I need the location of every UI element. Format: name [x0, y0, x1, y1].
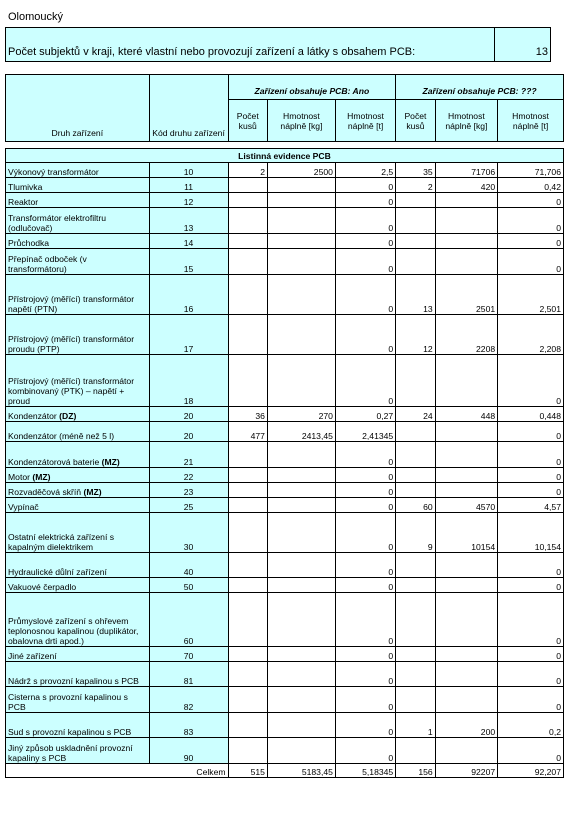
row-yes-pcs — [228, 208, 267, 234]
row-unknown-pcs — [396, 442, 435, 468]
row-unknown-pcs — [396, 483, 435, 498]
row-yes-t: 2,41345 — [335, 422, 395, 442]
total-unknown-t: 92,207 — [498, 764, 564, 778]
table-row — [6, 407, 564, 422]
row-code: 16 — [149, 275, 228, 315]
row-name-text: Průchodka — [8, 238, 50, 248]
row-yes-kg: 270 — [267, 407, 335, 422]
row-yes-kg — [267, 738, 335, 764]
row-unknown-kg — [435, 355, 497, 407]
row-yes-pcs — [228, 468, 267, 483]
row-yes-pcs — [228, 442, 267, 468]
total-unknown-pcs: 156 — [396, 764, 435, 778]
row-unknown-t: 0 — [498, 483, 564, 498]
row-unknown-t: 0 — [498, 249, 564, 275]
row-yes-kg — [267, 687, 335, 713]
row-name-text: Jiný způsob uskladnění provozní kapaliny s PCB — [8, 743, 133, 763]
row-unknown-t: 0 — [498, 234, 564, 249]
row-unknown-kg — [435, 483, 497, 498]
total-yes-kg: 5183,45 — [267, 764, 335, 778]
row-unknown-pcs: 12 — [396, 315, 435, 355]
row-yes-pcs — [228, 275, 267, 315]
row-unknown-t: 2,501 — [498, 275, 564, 315]
row-yes-t: 0 — [335, 513, 395, 553]
row-yes-pcs — [228, 193, 267, 208]
row-unknown-t: 0 — [498, 738, 564, 764]
row-name — [6, 234, 150, 249]
row-name — [6, 483, 150, 498]
row-yes-kg — [267, 178, 335, 193]
row-yes-kg — [267, 249, 335, 275]
row-unknown-kg — [435, 687, 497, 713]
row-code: 17 — [149, 315, 228, 355]
header-kod: Kód druhu zařízení — [149, 75, 228, 142]
header-druh: Druh zařízení — [6, 75, 150, 142]
row-name-text: Reaktor — [8, 197, 39, 207]
row-yes-t: 0 — [335, 713, 395, 738]
row-code: 18 — [149, 355, 228, 407]
row-code: 20 — [149, 407, 228, 422]
row-code: 21 — [149, 442, 228, 468]
row-unknown-pcs — [396, 208, 435, 234]
row-yes-t: 0 — [335, 483, 395, 498]
row-yes-t: 0 — [335, 498, 395, 513]
row-unknown-pcs — [396, 249, 435, 275]
row-yes-kg — [267, 355, 335, 407]
row-name-text: Jiné zařízení — [8, 651, 57, 661]
row-name — [6, 407, 150, 422]
row-name — [6, 315, 150, 355]
row-yes-t: 0 — [335, 275, 395, 315]
row-unknown-kg: 200 — [435, 713, 497, 738]
row-yes-kg — [267, 234, 335, 249]
row-name — [6, 713, 150, 738]
table-row — [6, 553, 564, 578]
row-yes-pcs — [228, 315, 267, 355]
table-row — [6, 687, 564, 713]
row-unknown-pcs — [396, 355, 435, 407]
table-row — [6, 355, 564, 407]
row-yes-kg — [267, 713, 335, 738]
row-unknown-t: 0 — [498, 422, 564, 442]
row-name-text: Nádrž s provozní kapalinou s PCB — [8, 676, 139, 686]
row-yes-kg: 2500 — [267, 163, 335, 178]
header-kg-unknown: Hmotnost náplně [kg] — [435, 100, 497, 142]
row-code: 25 — [149, 498, 228, 513]
row-code: 15 — [149, 249, 228, 275]
row-yes-kg — [267, 662, 335, 687]
table-row — [6, 208, 564, 234]
row-unknown-t: 2,208 — [498, 315, 564, 355]
row-code: 13 — [149, 208, 228, 234]
row-yes-pcs — [228, 498, 267, 513]
table-row — [6, 163, 564, 178]
row-unknown-kg — [435, 738, 497, 764]
row-code: 22 — [149, 468, 228, 483]
row-unknown-t: 4,57 — [498, 498, 564, 513]
header-group-yes: Zařízení obsahuje PCB: Ano — [228, 75, 396, 100]
row-unknown-t: 0,2 — [498, 713, 564, 738]
row-unknown-t: 10,154 — [498, 513, 564, 553]
row-yes-pcs — [228, 483, 267, 498]
row-yes-pcs — [228, 593, 267, 647]
row-yes-pcs — [228, 553, 267, 578]
row-name — [6, 738, 150, 764]
row-name-qualifier: (MZ) — [83, 487, 102, 497]
row-unknown-pcs — [396, 553, 435, 578]
row-name — [6, 687, 150, 713]
row-name-text: Vakuové čerpadlo — [8, 582, 77, 592]
row-name-text: Přístrojový (měřící) transformátor proudu (PTP) — [8, 334, 135, 354]
table-row — [6, 483, 564, 498]
row-unknown-pcs — [396, 578, 435, 593]
row-code: 82 — [149, 687, 228, 713]
row-yes-t: 0 — [335, 662, 395, 687]
row-yes-kg — [267, 193, 335, 208]
row-unknown-kg — [435, 442, 497, 468]
row-unknown-t: 0 — [498, 593, 564, 647]
row-yes-t: 0 — [335, 249, 395, 275]
row-name — [6, 163, 150, 178]
row-unknown-pcs: 35 — [396, 163, 435, 178]
row-name-qualifier: (MZ) — [32, 472, 51, 482]
row-unknown-t: 0 — [498, 662, 564, 687]
row-unknown-kg — [435, 193, 497, 208]
table-row — [6, 468, 564, 483]
row-unknown-kg: 2208 — [435, 315, 497, 355]
row-yes-pcs — [228, 578, 267, 593]
row-name-text: Transformátor elektrofiltru (odlučovač) — [8, 213, 107, 233]
total-yes-pcs: 515 — [228, 764, 267, 778]
row-unknown-kg — [435, 208, 497, 234]
row-name — [6, 468, 150, 483]
row-unknown-kg: 420 — [435, 178, 497, 193]
table-row — [6, 713, 564, 738]
row-code: 11 — [149, 178, 228, 193]
row-name-text: Rozvaděčová skříň — [8, 487, 82, 497]
row-name — [6, 442, 150, 468]
row-unknown-kg — [435, 249, 497, 275]
row-name — [6, 249, 150, 275]
row-name — [6, 422, 150, 442]
table-row — [6, 578, 564, 593]
row-yes-pcs — [228, 713, 267, 738]
total-yes-t: 5,18345 — [335, 764, 395, 778]
row-yes-t: 0,27 — [335, 407, 395, 422]
row-yes-kg — [267, 468, 335, 483]
row-unknown-kg — [435, 422, 497, 442]
row-code: 30 — [149, 513, 228, 553]
row-yes-pcs — [228, 513, 267, 553]
header-pocet-unknown: Počet kusů — [396, 100, 435, 142]
row-unknown-pcs — [396, 193, 435, 208]
row-code: 12 — [149, 193, 228, 208]
row-name — [6, 647, 150, 662]
row-yes-t: 0 — [335, 355, 395, 407]
row-yes-t: 0 — [335, 647, 395, 662]
row-yes-kg — [267, 578, 335, 593]
table-row — [6, 662, 564, 687]
row-unknown-pcs — [396, 662, 435, 687]
table-row — [6, 315, 564, 355]
row-yes-pcs — [228, 662, 267, 687]
row-name-text: Tlumivka — [8, 182, 43, 192]
row-unknown-t: 71,706 — [498, 163, 564, 178]
row-unknown-kg: 4570 — [435, 498, 497, 513]
row-name — [6, 593, 150, 647]
table-row — [6, 593, 564, 647]
row-name-text: Sud s provozní kapalinou s PCB — [8, 727, 132, 737]
row-name — [6, 498, 150, 513]
row-unknown-pcs: 24 — [396, 407, 435, 422]
row-yes-kg — [267, 315, 335, 355]
row-name-text: Hydraulické důlní zařízení — [8, 567, 107, 577]
header-t-yes: Hmotnost náplně [t] — [335, 100, 395, 142]
row-yes-t: 0 — [335, 553, 395, 578]
row-name — [6, 355, 150, 407]
row-yes-t: 0 — [335, 178, 395, 193]
table-row — [6, 513, 564, 553]
row-yes-kg — [267, 553, 335, 578]
row-unknown-t: 0,42 — [498, 178, 564, 193]
row-name-qualifier: (DZ) — [59, 411, 77, 421]
row-unknown-t: 0 — [498, 647, 564, 662]
row-name-text: Kondenzátorová baterie — [8, 457, 100, 467]
summary-table — [5, 27, 551, 62]
row-name — [6, 193, 150, 208]
totals-blank — [6, 764, 150, 778]
row-unknown-kg: 10154 — [435, 513, 497, 553]
row-unknown-pcs: 2 — [396, 178, 435, 193]
row-name — [6, 178, 150, 193]
row-yes-t: 0 — [335, 234, 395, 249]
row-unknown-t: 0 — [498, 208, 564, 234]
row-unknown-pcs — [396, 593, 435, 647]
row-unknown-t: 0 — [498, 553, 564, 578]
row-unknown-kg — [435, 578, 497, 593]
row-name-qualifier: (MZ) — [101, 457, 120, 467]
row-name — [6, 513, 150, 553]
row-name — [6, 208, 150, 234]
row-code: 70 — [149, 647, 228, 662]
summary-value: 13 — [495, 28, 551, 62]
row-unknown-kg — [435, 468, 497, 483]
table-row — [6, 498, 564, 513]
row-unknown-t: 0 — [498, 193, 564, 208]
row-code: 14 — [149, 234, 228, 249]
row-unknown-t: 0 — [498, 355, 564, 407]
row-code: 83 — [149, 713, 228, 738]
table-row — [6, 442, 564, 468]
table-row — [6, 249, 564, 275]
row-unknown-pcs — [396, 234, 435, 249]
row-unknown-kg — [435, 662, 497, 687]
row-yes-kg — [267, 647, 335, 662]
row-yes-kg — [267, 483, 335, 498]
totals-label: Celkem — [149, 764, 228, 778]
row-unknown-t: 0,448 — [498, 407, 564, 422]
row-unknown-kg: 71706 — [435, 163, 497, 178]
row-name-text: Cisterna s provozní kapalinou s PCB — [8, 692, 128, 712]
header-kg-yes: Hmotnost náplně [kg] — [267, 100, 335, 142]
row-name-text: Motor — [8, 472, 30, 482]
total-unknown-kg: 92207 — [435, 764, 497, 778]
row-yes-kg — [267, 498, 335, 513]
row-name-text: Výkonový transformátor — [8, 167, 99, 177]
row-yes-t: 0 — [335, 193, 395, 208]
row-yes-pcs — [228, 249, 267, 275]
row-yes-kg — [267, 593, 335, 647]
pcb-table — [5, 74, 564, 778]
row-name-text: Přepínač odboček (v transformátoru) — [8, 254, 87, 274]
row-unknown-pcs: 13 — [396, 275, 435, 315]
row-code: 60 — [149, 593, 228, 647]
row-unknown-t: 0 — [498, 468, 564, 483]
row-yes-t: 0 — [335, 468, 395, 483]
row-unknown-pcs: 60 — [396, 498, 435, 513]
row-yes-t: 0 — [335, 738, 395, 764]
row-name-text: Vypínač — [8, 502, 39, 512]
row-name-text: Průmyslové zařízení s ohřevem teplonosnou kapalinou (duplikátor, obalovna drti apod.) — [8, 616, 139, 646]
row-yes-pcs: 477 — [228, 422, 267, 442]
row-yes-pcs — [228, 687, 267, 713]
table-row — [6, 738, 564, 764]
region-title: Olomoucký — [8, 11, 64, 23]
row-name-text: Ostatní elektrická zařízení s kapalným dielektrikem — [8, 532, 115, 552]
row-unknown-pcs — [396, 468, 435, 483]
row-yes-kg — [267, 275, 335, 315]
row-yes-pcs — [228, 738, 267, 764]
row-unknown-kg — [435, 234, 497, 249]
row-yes-t: 0 — [335, 593, 395, 647]
row-code: 81 — [149, 662, 228, 687]
row-yes-pcs: 2 — [228, 163, 267, 178]
row-name-text: Kondenzátor — [8, 411, 57, 421]
row-name — [6, 578, 150, 593]
row-yes-pcs — [228, 178, 267, 193]
row-code: 40 — [149, 553, 228, 578]
row-name — [6, 553, 150, 578]
table-row — [6, 178, 564, 193]
row-unknown-t: 0 — [498, 442, 564, 468]
row-name — [6, 662, 150, 687]
row-unknown-pcs — [396, 738, 435, 764]
header-t-unknown: Hmotnost náplně [t] — [498, 100, 564, 142]
row-unknown-kg: 2501 — [435, 275, 497, 315]
row-yes-t: 0 — [335, 442, 395, 468]
table-row — [6, 234, 564, 249]
row-unknown-pcs — [396, 687, 435, 713]
row-code: 10 — [149, 163, 228, 178]
row-name-text: Přístrojový (měřící) transformátor kombinovaný (PTK) – napětí + proud — [8, 376, 135, 406]
row-yes-t: 0 — [335, 687, 395, 713]
section-title: Listinná evidence PCB — [6, 149, 564, 163]
row-unknown-pcs — [396, 647, 435, 662]
row-code: 23 — [149, 483, 228, 498]
row-yes-pcs — [228, 647, 267, 662]
row-name-text: Přístrojový (měřící) transformátor napětí (PTN) — [8, 294, 135, 314]
table-row — [6, 422, 564, 442]
header-pocet-yes: Počet kusů — [228, 100, 267, 142]
row-unknown-pcs: 1 — [396, 713, 435, 738]
row-yes-kg — [267, 442, 335, 468]
summary-label: Počet subjektů v kraji, které vlastní nebo provozují zařízení a látky s obsahem PCB: — [6, 28, 495, 62]
header-group-unknown: Zařízení obsahuje PCB: ??? — [396, 75, 564, 100]
row-yes-kg: 2413,45 — [267, 422, 335, 442]
row-code: 20 — [149, 422, 228, 442]
row-yes-t: 2,5 — [335, 163, 395, 178]
row-unknown-kg — [435, 647, 497, 662]
row-yes-kg — [267, 208, 335, 234]
row-unknown-t: 0 — [498, 687, 564, 713]
row-yes-kg — [267, 513, 335, 553]
row-yes-pcs — [228, 355, 267, 407]
row-code: 90 — [149, 738, 228, 764]
row-unknown-pcs: 9 — [396, 513, 435, 553]
row-yes-t: 0 — [335, 315, 395, 355]
row-unknown-t: 0 — [498, 578, 564, 593]
table-row — [6, 647, 564, 662]
row-code: 50 — [149, 578, 228, 593]
row-yes-t: 0 — [335, 208, 395, 234]
row-unknown-kg: 448 — [435, 407, 497, 422]
row-name-text: Kondenzátor (méně než 5 l) — [8, 431, 115, 441]
row-name — [6, 275, 150, 315]
table-row — [6, 275, 564, 315]
row-yes-t: 0 — [335, 578, 395, 593]
table-row — [6, 193, 564, 208]
row-yes-pcs — [228, 234, 267, 249]
row-unknown-kg — [435, 593, 497, 647]
totals-row — [6, 764, 564, 778]
row-unknown-pcs — [396, 422, 435, 442]
row-unknown-kg — [435, 553, 497, 578]
row-yes-pcs: 36 — [228, 407, 267, 422]
